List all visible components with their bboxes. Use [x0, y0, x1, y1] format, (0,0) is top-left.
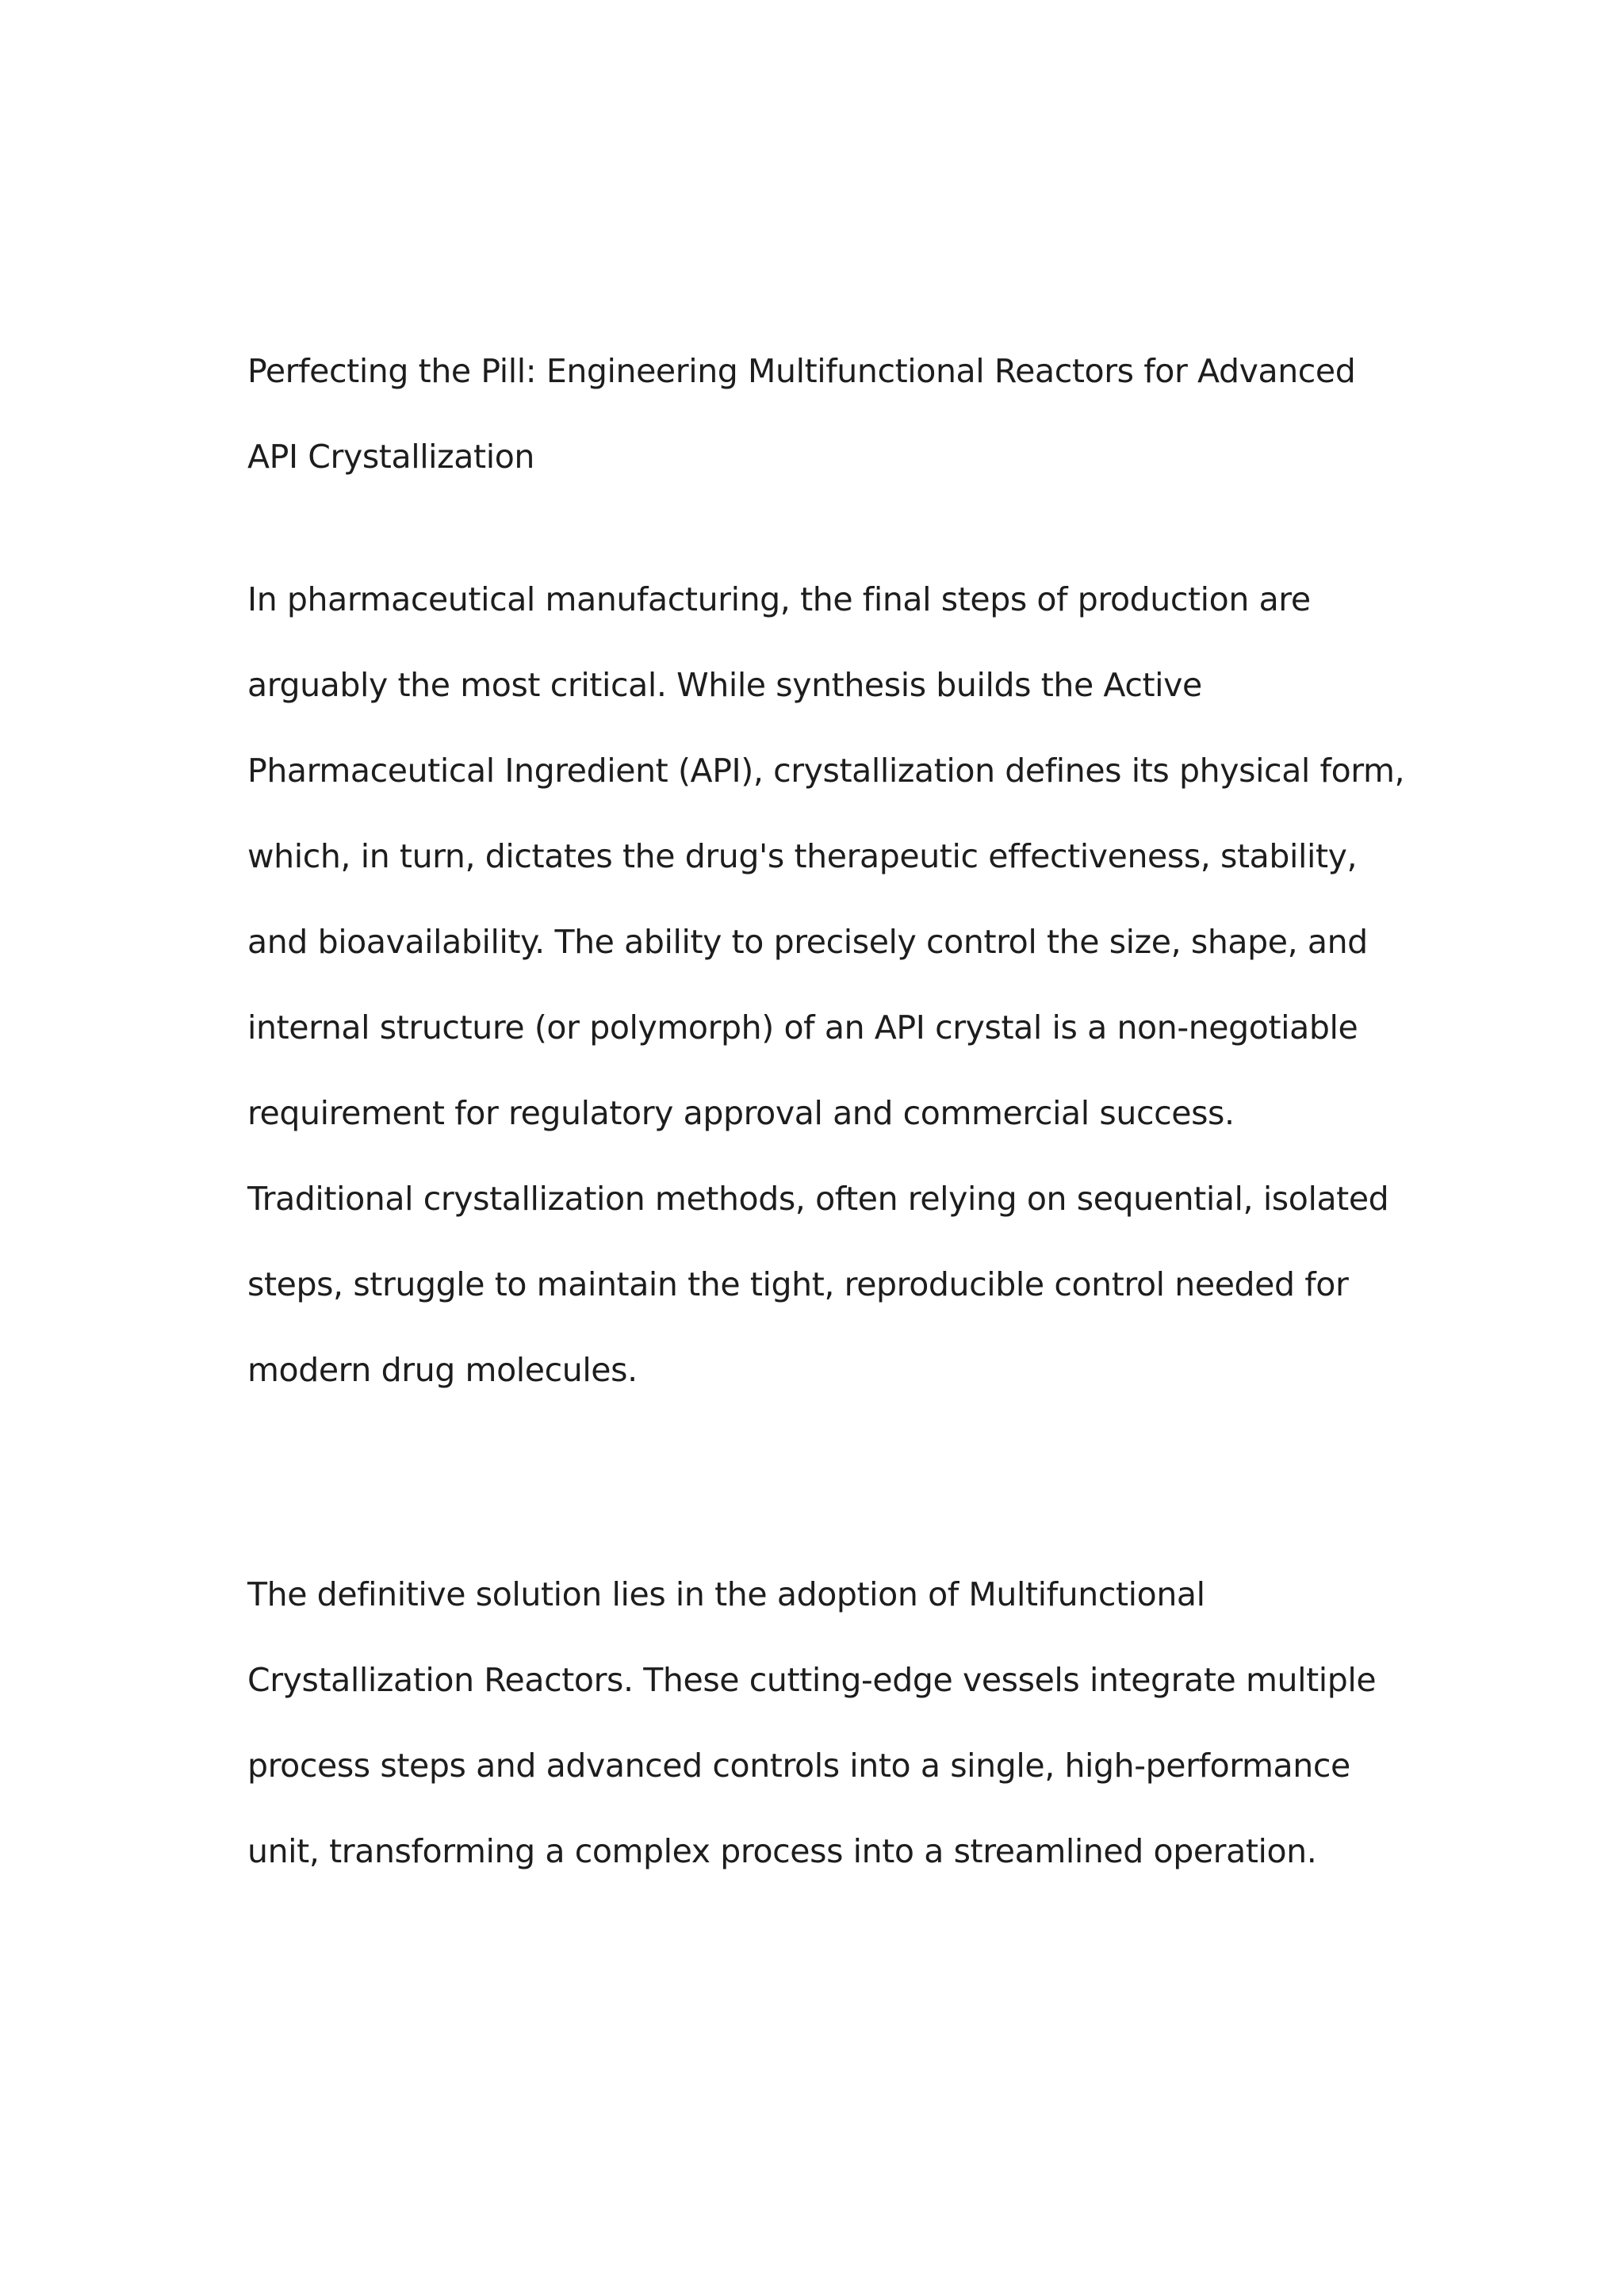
- document-body: [247, 328, 1405, 1894]
- spacer: [247, 1413, 1405, 1552]
- paragraph-solution: The definitive solution lies in the adoption of Multifunctional Crystallization Reactors. These cutting-edge vessels integrate multiple process steps and advanced controls into a single, high-performance unit, transforming a complex process into a streamlined operation.: [247, 1575, 1377, 1870]
- spacer: [247, 499, 1405, 557]
- document-title: Perfecting the Pill: Engineering Multifunctional Reactors for Advanced API Crystallization: [247, 352, 1356, 476]
- paragraph-intro: In pharmaceutical manufacturing, the final steps of production are arguably the most critical. While synthesis builds the Active Pharmaceutical Ingredient (API), crystallization defines its physical form, which, in turn, dictates the drug's therapeutic effectiveness, stability, and bioavailability. The ability to precisely control the size, shape, and internal structure (or polymorph) of an API crystal is a non-negotiable requirement for regulatory approval and commercial success. Traditional crystallization methods, often relying on sequential, isolated steps, struggle to maintain the tight, reproducible control needed for modern drug molecules.: [247, 580, 1405, 1389]
